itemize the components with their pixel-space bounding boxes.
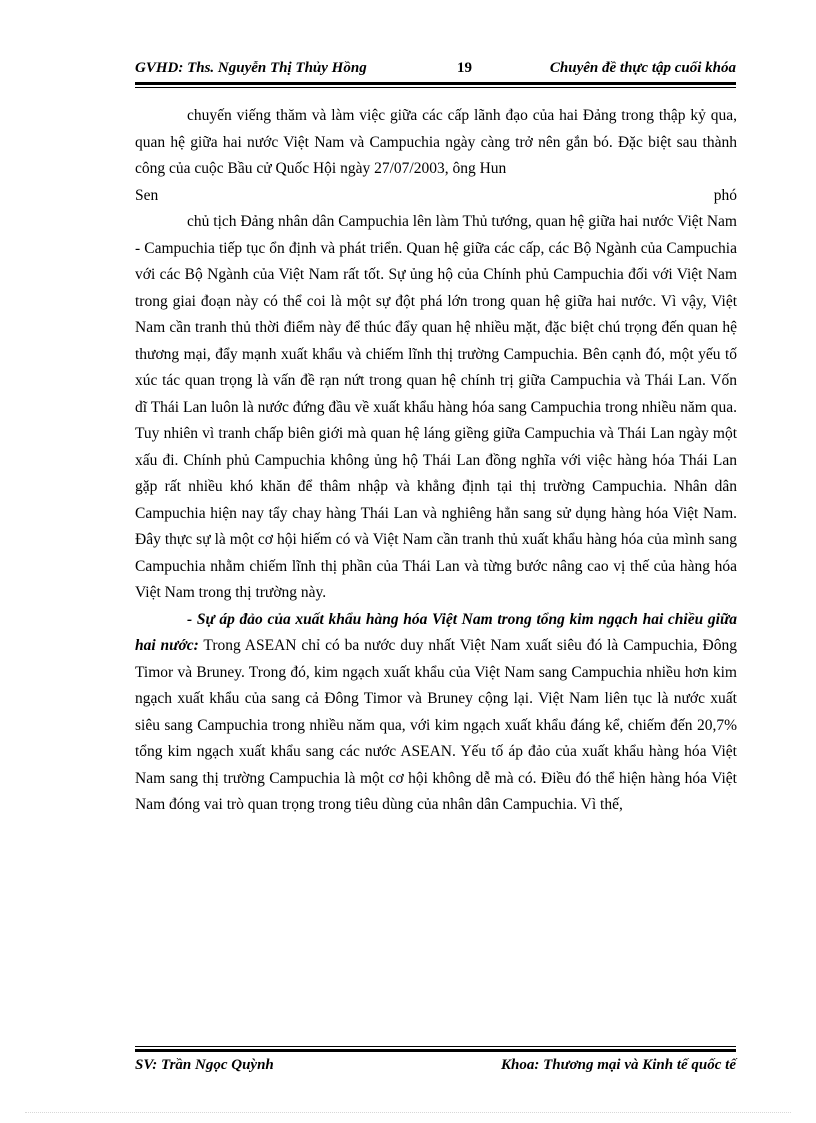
paragraph-1-last-line — [135, 183, 737, 210]
paragraph-1: chuyến viếng thăm và làm việc giữa các cấp lãnh đạo của hai Đảng trong thập kỷ qua, quan hệ giữa hai nước Việt Nam và Campuchia ngày càng trở nên gắn bó. Đặc biệt sau thành công của cuộc Bầu cử Quốc Hội ngày 27/07/2003, ông Hun — [135, 107, 737, 177]
page-edge-line — [25, 1112, 791, 1113]
footer-student: SV: Trần Ngọc Quỳnh — [135, 1057, 274, 1073]
page-footer — [135, 1055, 736, 1077]
paragraph-3-heading: - Sự áp đảo của xuất khẩu hàng hóa Việt Nam trong tổng kim ngạch hai chiều giữa hai nước: — [135, 610, 737, 654]
page-number: 19 — [457, 60, 472, 76]
header-divider — [135, 82, 736, 88]
paragraph-3 — [135, 607, 737, 819]
document-body — [135, 103, 737, 819]
paragraph-1-word-pho: phó — [713, 186, 737, 204]
footer-divider — [135, 1046, 736, 1052]
paragraph-2: chủ tịch Đảng nhân dân Campuchia lên làm Thủ tướng, quan hệ giữa hai nước Việt Nam - Campuchia tiếp tục ổn định và phát triển. Quan hệ giữa các cấp, các Bộ Ngành của Campuchia với các Bộ Ngành của Việt Nam rất tốt. Sự ủng hộ của Chính phủ Campuchia đối với Việt Nam trong giai đoạn này có thể coi là một sự đột phá lớn trong quan hệ giữa hai nước. Vì vậy, Việt Nam cần tranh thủ thời điểm này để thúc đẩy quan hệ nhiều mặt, đặc biệt chú trọng đến quan hệ thương mại, đẩy mạnh xuất khẩu và chiếm lĩnh thị trường Campuchia. Bên cạnh đó, một yếu tố xúc tác quan trọng là vấn đề rạn nứt trong quan hệ chính trị giữa Campuchia và Thái Lan. Vốn dĩ Thái Lan luôn là nước đứng đầu về xuất khẩu hàng hóa sang Campuchia trong nhiều năm qua. Tuy nhiên vì tranh chấp biên giới mà quan hệ láng giềng giữa Campuchia và Thái Lan ngày một xấu đi. Chính phủ Campuchia không ủng hộ Thái Lan đồng nghĩa với việc hàng hóa Thái Lan gặp rất nhiều khó khăn để thâm nhập và khẳng định tại thị trường Campuchia. Nhân dân Campuchia hiện nay tẩy chay hàng Thái Lan và nghiêng hẳn sang sử dụng hàng hóa Việt Nam. Đây thực sự là một cơ hội hiếm có và Việt Nam cần tranh thủ xuất khẩu hàng hóa của mình sang Campuchia nhằm chiếm lĩnh thị phần của Thái Lan và từng bước nâng cao vị thế của hàng hóa Việt Nam trong thị trường này. — [135, 213, 737, 601]
footer-faculty: Khoa: Thương mại và Kinh tế quốc tế — [501, 1057, 736, 1073]
page-header — [135, 56, 736, 82]
header-supervisor: GVHD: Ths. Nguyễn Thị Thủy Hồng — [135, 60, 367, 76]
paragraph-3-text: Trong ASEAN chỉ có ba nước duy nhất Việt Nam xuất siêu đó là Campuchia, Đông Timor và Bruney. Trong đó, kim ngạch xuất khẩu của Việt Nam sang Campuchia nhiều hơn kim ngạch xuất khẩu của sang cả Đông Timor và Bruney cộng lại. Việt Nam liên tục là nước xuất siêu sang Campuchia trong nhiều năm qua, với kim ngạch xuất khẩu đáng kể, chiếm đến 20,7% tổng kim ngạch xuất khẩu sang các nước ASEAN. Yếu tố áp đảo của xuất khẩu hàng hóa Việt Nam sang thị trường Campuchia là một cơ hội không dễ mà có. Điều đó thể hiện hàng hóa Việt Nam đóng vai trò quan trọng trong tiêu dùng của nhân dân Campuchia. Vì thế, — [135, 637, 737, 813]
paragraph-1-word-sen: Sen — [135, 186, 159, 204]
header-document-title: Chuyên đề thực tập cuối khóa — [549, 60, 736, 76]
